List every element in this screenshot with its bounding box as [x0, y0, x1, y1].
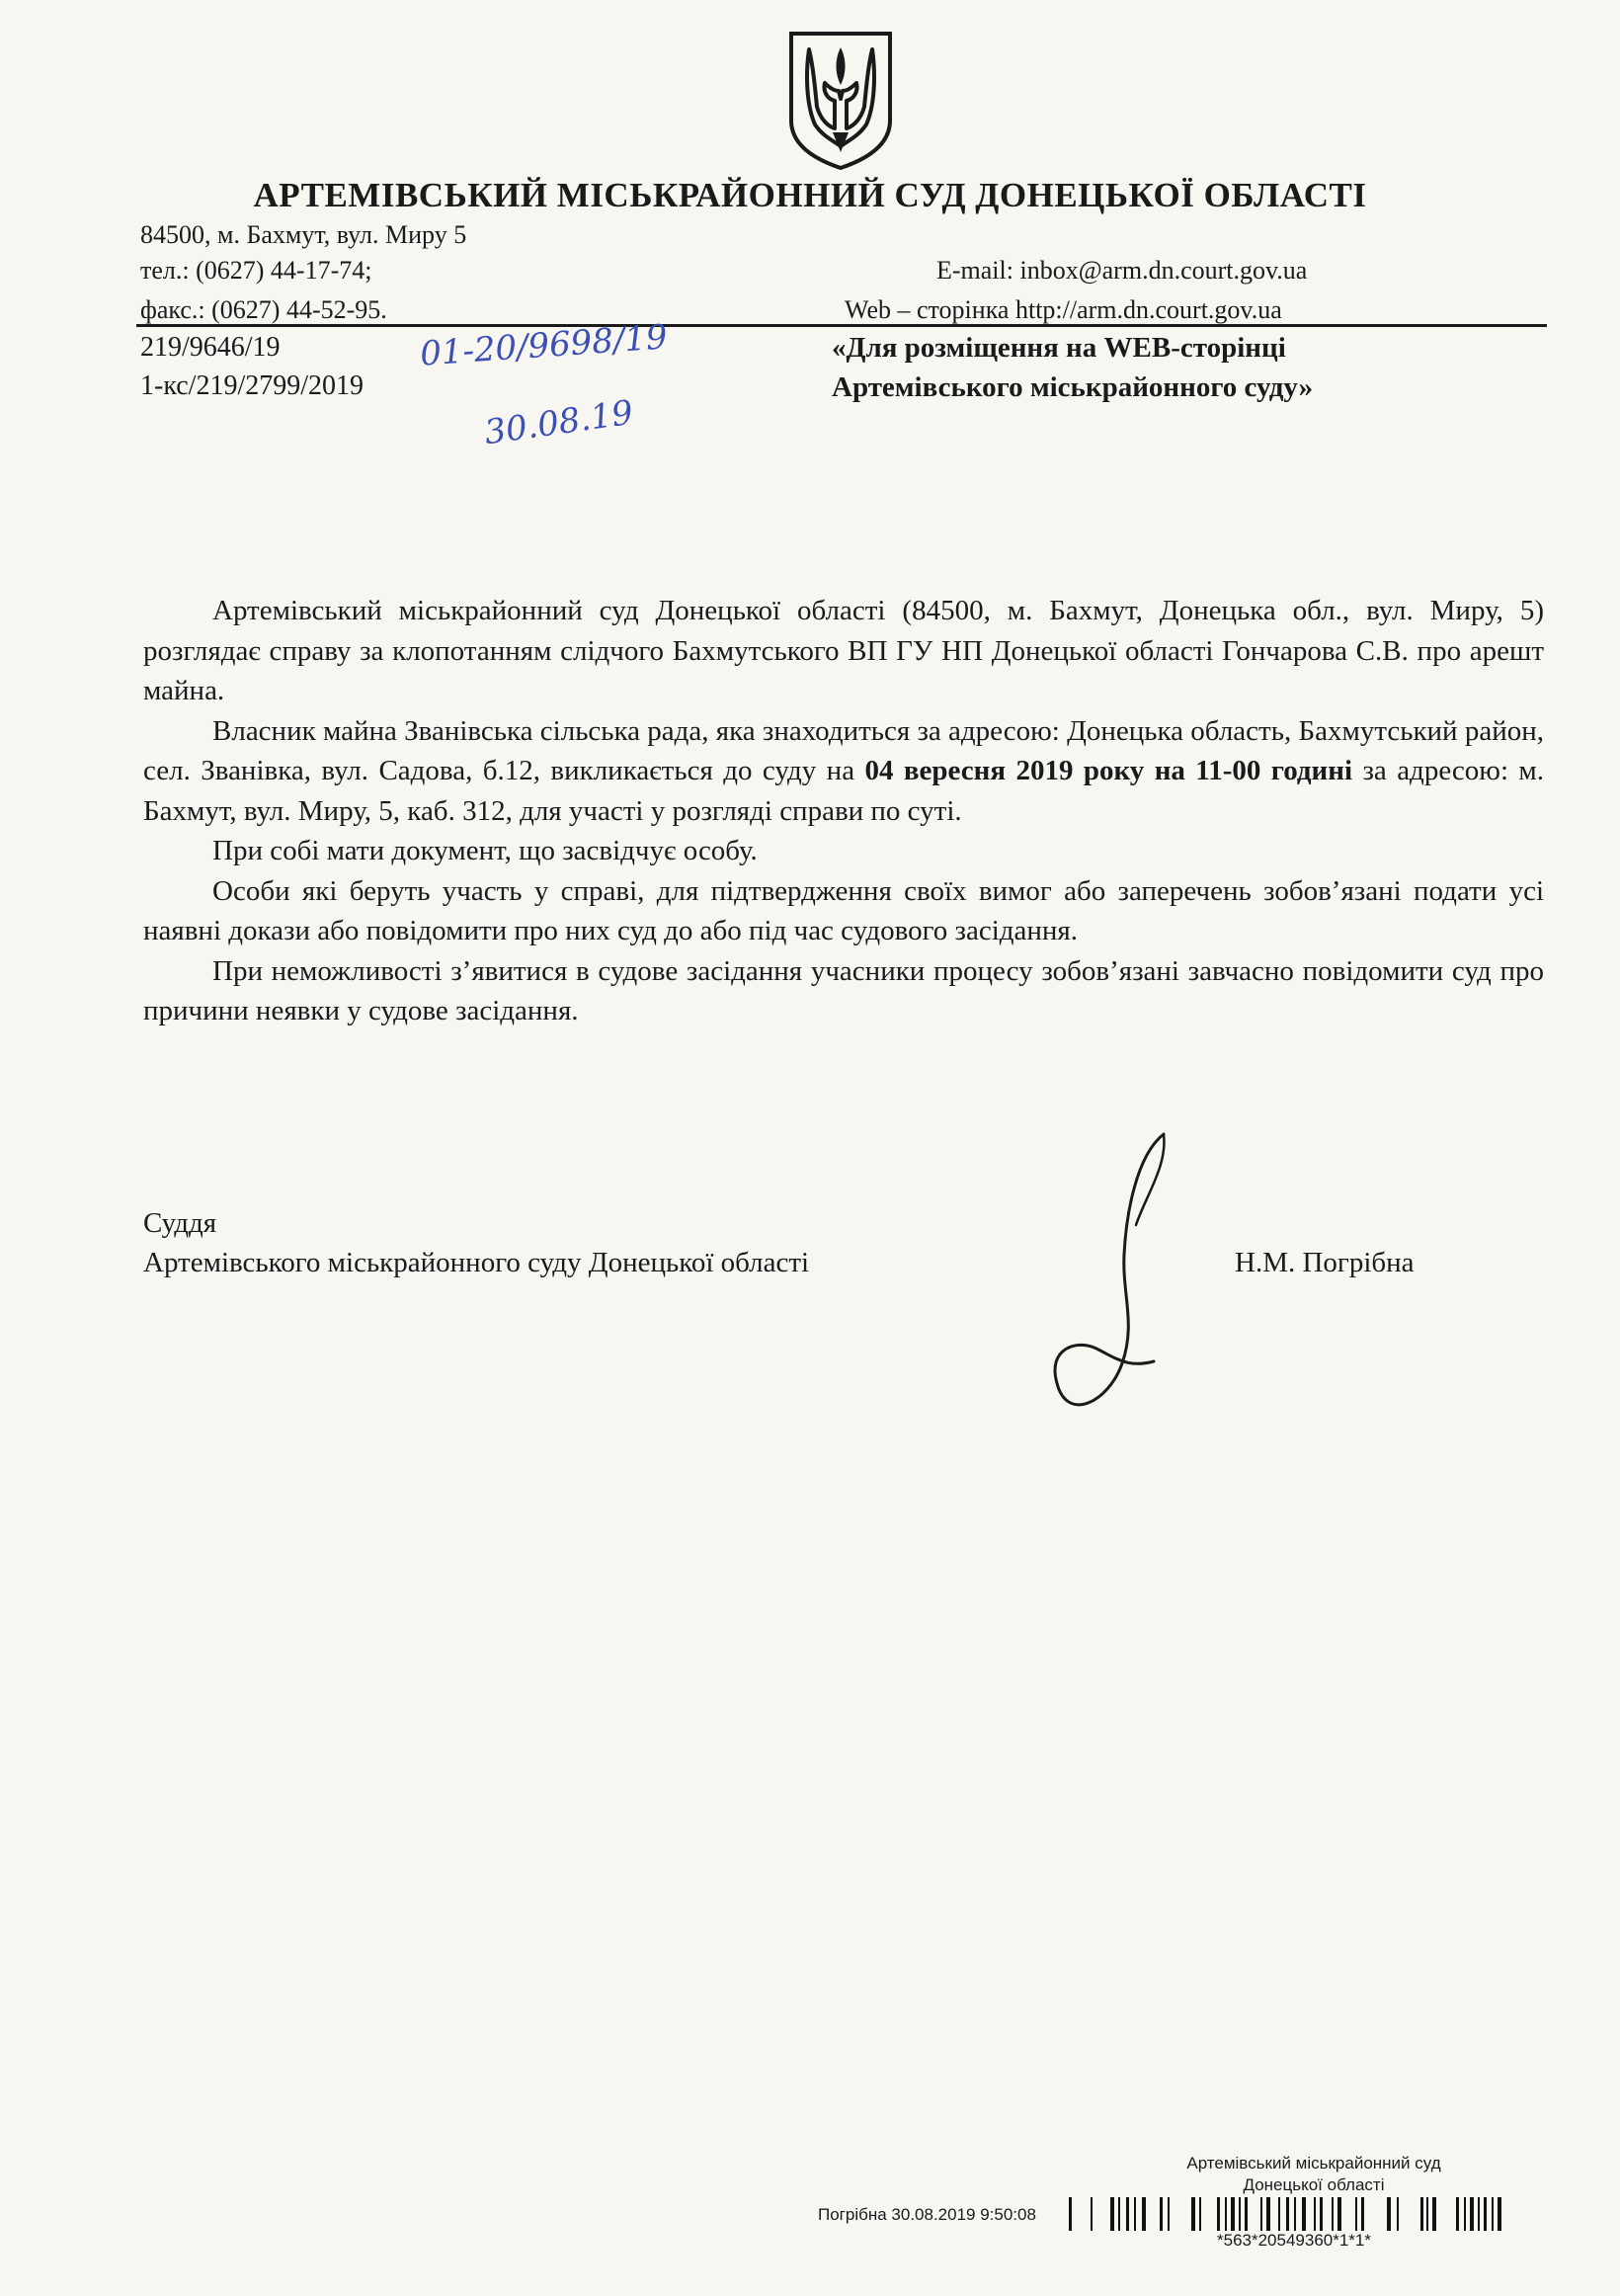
judge-title: Суддя — [143, 1207, 217, 1239]
judge-name: Н.М. Погрібна — [1235, 1247, 1415, 1278]
handwritten-signature-icon — [1037, 1126, 1175, 1423]
e-signature-stamp: Погрібна 30.08.2019 9:50:08 — [818, 2205, 1036, 2224]
court-email: E-mail: inbox@arm.dn.court.gov.ua — [936, 256, 1308, 285]
paragraph-evidence: Особи які беруть участь у справі, для підтвердження своїх вимог або заперечень зобов’язані подати усі наявні докази або повідомити про них суд до або під час судового засідання. — [143, 874, 1544, 946]
header-divider — [136, 324, 1547, 327]
handwritten-registration-number: 01-20/9698/19 — [418, 317, 669, 374]
handwritten-date: 30.08.19 — [481, 392, 636, 453]
paragraph-case-description: Артемівський міськрайонний суд Донецької області (84500, м. Бахмут, Донецька обл., вул. Миру, 5) розглядає справу за клопотанням слідчого Бахмутського ВП ГУ НП Донецької області Гончарова С.В. про арешт майна. — [143, 595, 1544, 706]
court-phone: тел.: (0627) 44-17-74; — [140, 256, 372, 285]
case-number: 219/9646/19 — [140, 332, 281, 363]
hearing-datetime: 04 вересня 2019 року на 11-00 годині — [864, 755, 1353, 786]
stamp-court-line2: Донецької області — [1243, 2175, 1385, 2194]
barcode-icon — [1069, 2197, 1553, 2231]
web-publication-note-line2: Артемівського міськрайонного суду» — [832, 371, 1314, 403]
coat-of-arms-icon — [785, 30, 896, 170]
web-publication-note-line1: «Для розміщення на WEB-сторінці — [832, 332, 1286, 364]
court-name: АРТЕМІВСЬКИЙ МІСЬКРАЙОННИЙ СУД ДОНЕЦЬКОЇ ОБЛАСТІ — [253, 176, 1367, 214]
proceeding-number: 1-кс/219/2799/2019 — [140, 370, 364, 401]
court-website: Web – сторінка http://arm.dn.court.gov.ua — [845, 295, 1282, 324]
judge-court: Артемівського міськрайонного суду Донецької області — [143, 1247, 810, 1278]
paragraph-absence: При неможливості з’явитися в судове засідання учасники процесу зобов’язані завчасно повідомити суд про причини неявки у судове засідання. — [143, 954, 1544, 1026]
notice-body — [143, 591, 1544, 1031]
court-fax: факс.: (0627) 44-52-95. — [140, 295, 387, 324]
paragraph-id-document: При собі мати документ, що засвідчує особу. — [212, 835, 758, 866]
barcode-number: *563*20549360*1*1* — [1217, 2231, 1371, 2250]
paragraph-summons: Власник майна Званівська сільська рада, яка знаходиться за адресою: Донецька область, Бахмутський район, сел. Званівка, вул. Садова, б.12, викликається до суду на 04 вересня 2019 року на 11-00 годині за адресою: м. Бахмут, вул. Миру, 5, каб. 312, для участі у розгляді справи по суті. — [143, 714, 1545, 827]
stamp-court-line1: Артемівський міськрайонний суд — [1186, 2154, 1441, 2173]
court-address: 84500, м. Бахмут, вул. Миру 5 — [140, 220, 467, 249]
